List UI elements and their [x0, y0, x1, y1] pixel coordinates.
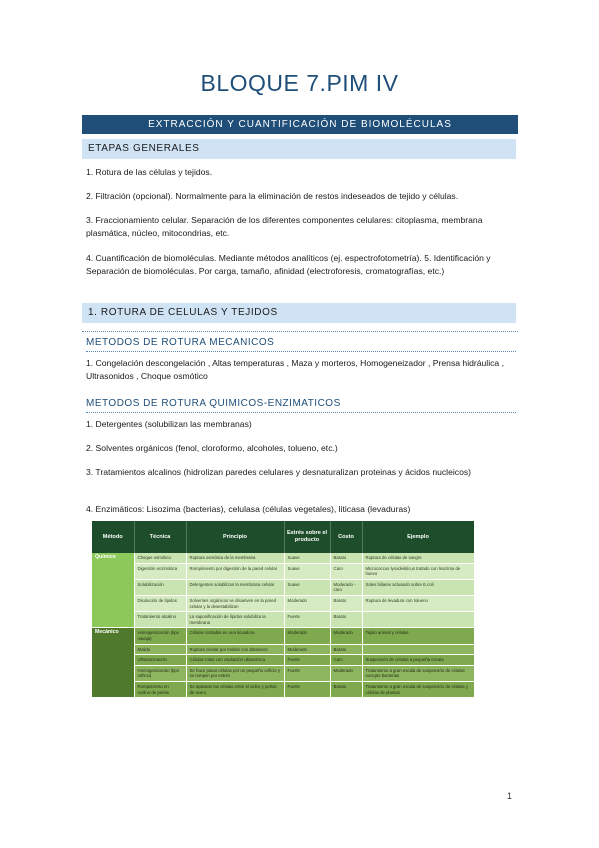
cell-tecnica: Tratamiento alcalino — [134, 612, 186, 628]
cell-ejemplo: Suspensión de células a pequeña escala — [362, 655, 474, 666]
header-tecnica: Técnica — [134, 521, 186, 553]
cell-principio: Se aplastan las células entre el vidrio y perlas de acero — [186, 681, 284, 697]
cell-principio: Detergentes solubilizan la membrana celular — [186, 579, 284, 595]
cell-costo: Barato — [330, 553, 362, 563]
methods-table-container — [92, 521, 474, 769]
table-header-row — [92, 521, 474, 553]
quimico-1: 1. Detergentes (solubilizan las membranas) — [86, 419, 252, 429]
cell-estres: Fuerte — [284, 681, 330, 697]
page-title: BLOQUE 7.PIM IV — [200, 70, 399, 96]
cell-principio: Células cortadas en una licuadora — [186, 628, 284, 644]
etapas-heading: ETAPAS GENERALES — [82, 139, 516, 159]
header-metodo: Método — [92, 521, 134, 553]
cell-tecnica: Rompimiento en molino de perlas — [134, 681, 186, 697]
table-row — [92, 563, 474, 579]
cell-ejemplo: Tratamiento a gran escala de suspensión de células excepto bacterias — [362, 665, 474, 681]
cell-costo: Moderado — [330, 628, 362, 644]
cell-estres: Fuerte — [284, 612, 330, 628]
cell-tecnica: Digestión enzimática — [134, 563, 186, 579]
cell-ejemplo: Ruptura de levadura con tolueno — [362, 595, 474, 611]
cell-tecnica: Disolución de lípidos — [134, 595, 186, 611]
cell-costo: Barato — [330, 595, 362, 611]
table-row — [92, 628, 474, 644]
divider — [82, 331, 518, 332]
table-row — [92, 612, 474, 628]
cell-ejemplo: Tejido animal y células — [362, 628, 474, 644]
header-costo: Costo — [330, 521, 362, 553]
cell-costo: Barato — [330, 612, 362, 628]
cell-tecnica: Ultrasonicación — [134, 655, 186, 666]
cell-tecnica: Choque osmótico — [134, 553, 186, 563]
quimico-4: 4. Enzimáticos: Lisozima (bacterias), celulasa (células vegetales), liticasa (levaduras) — [86, 504, 411, 514]
cell-principio: Se hace pasar células por un pequeño orificio y se rompen por estrés — [186, 665, 284, 681]
methods-table — [92, 521, 474, 698]
section-banner: EXTRACCIÓN Y CUANTIFICACIÓN DE BIOMOLÉCULAS — [82, 115, 518, 134]
cell-ejemplo: Micrococcus lysodeikticus tratado con lisozima de huevo — [362, 563, 474, 579]
cell-principio: Rompimiento por digestión de la pared celular — [186, 563, 284, 579]
mecanicos-text: 1. Congelación descongelación , Altas temperaturas , Maza y morteros, Homogeneizador , Prensa hidráulica , Ultrasonidos , Choque osmótico — [86, 358, 504, 381]
quimico-3: 3. Tratamientos alcalinos (hidrolizan paredes celulares y desnaturalizan proteinas y ácidos nucleicos) — [86, 467, 472, 477]
cell-ejemplo: Tratamiento a gran escala de suspensión de células y células de plantas — [362, 681, 474, 697]
cell-tecnica: Molido — [134, 644, 186, 655]
cell-ejemplo: Sales biliares actuando sobre E.coli — [362, 579, 474, 595]
etapa-3: 3. Fraccionamiento celular. Separación de los diferentes componentes celulares: citoplasma, membrana plasmática, núcleo, mitocondrias, etc. — [86, 215, 483, 238]
quimicos-heading: METODOS DE ROTURA QUIMICOS-ENZIMATICOS — [86, 398, 516, 413]
table-row — [92, 595, 474, 611]
cell-principio: Ruptura celular por molido con abrasivos — [186, 644, 284, 655]
cell-ejemplo — [362, 612, 474, 628]
cell-ejemplo: Ruptura de células de sangre — [362, 553, 474, 563]
cell-principio: La saponificación de lípidos solubiliza la membrana — [186, 612, 284, 628]
table-row — [92, 681, 474, 697]
cell-costo: Barato — [330, 644, 362, 655]
table-row — [92, 553, 474, 563]
table-row — [92, 579, 474, 595]
cell-estres: Suave — [284, 579, 330, 595]
cell-estres: Suave — [284, 563, 330, 579]
cell-estres: Moderado — [284, 644, 330, 655]
header-ejemplo: Ejemplo — [362, 521, 474, 553]
cell-costo: Caro — [330, 563, 362, 579]
cell-tecnica: Solubilización — [134, 579, 186, 595]
etapa-2: 2. Filtración (opcional). Normalmente para la eliminación de restos indeseados de tejido y células. — [86, 191, 459, 201]
cell-estres: Suave — [284, 553, 330, 563]
metodo-quimico-cell: Químico — [92, 553, 134, 628]
cell-costo: Moderado - caro — [330, 579, 362, 595]
table-row — [92, 644, 474, 655]
etapa-4: 4. Cuantificación de biomoléculas. Mediante métodos analíticos (ej. espectrofotometría). 5. Identificación y Separación de biomoléculas. Por carga, tamaño, afinidad (electroforesis, cromatografías, etc.) — [86, 253, 491, 276]
mecanicos-heading: METODOS DE ROTURA MECANICOS — [86, 337, 516, 352]
cell-tecnica: Homogenización (tipo orificio) — [134, 665, 186, 681]
cell-estres: Moderado — [284, 595, 330, 611]
etapa-1: 1. Rotura de las células y tejidos. — [86, 167, 213, 177]
cell-principio: Células rotas con cavitación ultrasónica — [186, 655, 284, 666]
cell-costo: Barato — [330, 681, 362, 697]
header-principio: Principio — [186, 521, 284, 553]
cell-tecnica: Homogenización (tipo navaja) — [134, 628, 186, 644]
cell-ejemplo — [362, 644, 474, 655]
cell-principio: Solventes orgánicos se disuelven en la pared celular y la desestabilizan — [186, 595, 284, 611]
header-estres: Estrés sobre el producto — [284, 521, 330, 553]
cell-estres: Fuerte — [284, 665, 330, 681]
cell-estres: Moderado — [284, 628, 330, 644]
cell-principio: Ruptura osmótica de la membrana — [186, 553, 284, 563]
rotura-heading: 1. ROTURA DE CELULAS Y TEJIDOS — [82, 303, 516, 323]
table-row — [92, 655, 474, 666]
cell-costo: Caro — [330, 655, 362, 666]
cell-costo: Moderado — [330, 665, 362, 681]
page-number: 1 — [507, 791, 513, 801]
table-row — [92, 665, 474, 681]
quimico-2: 2. Solventes orgánicos (fenol, cloroformo, alcoholes, tolueno, etc.) — [86, 443, 338, 453]
cell-estres: Fuerte — [284, 655, 330, 666]
metodo-mecanico-cell: Mecánico — [92, 628, 134, 698]
